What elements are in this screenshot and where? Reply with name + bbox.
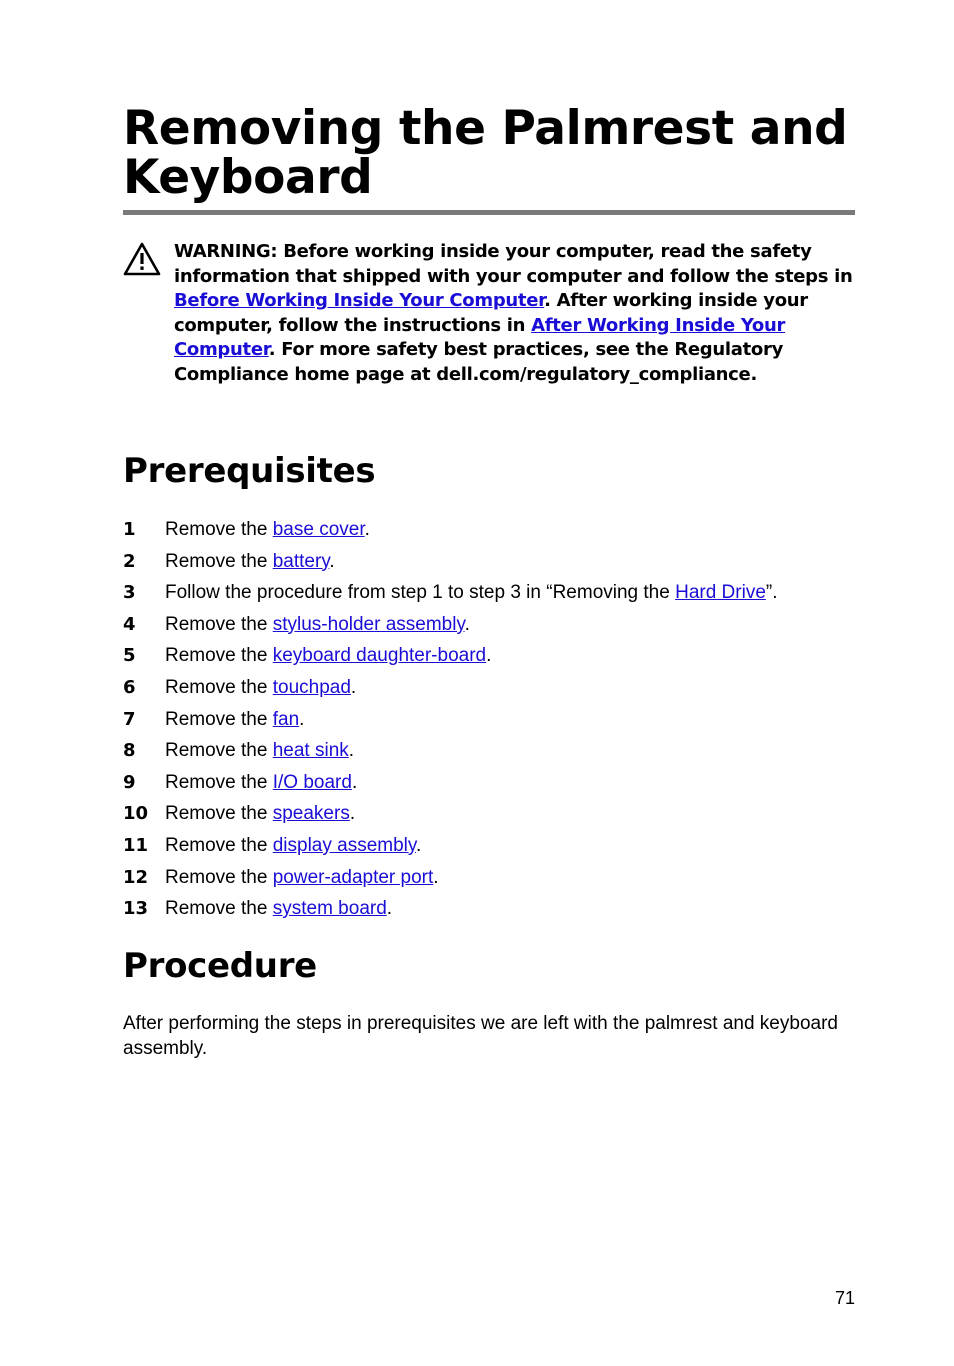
step-number: 5 — [123, 645, 136, 667]
warning-message — [174, 240, 854, 388]
step-number: 3 — [123, 582, 136, 604]
step-text-after: . — [386, 898, 393, 920]
warning-text-part: WARNING: Before working inside your computer, read the safety information that shipped with your computer and follow the steps in — [174, 241, 853, 287]
step-text-after: . — [299, 708, 305, 730]
page-title: Removing the Palmrest and Keyboard — [123, 101, 848, 205]
step-text — [165, 862, 439, 894]
step-link[interactable]: I/O board — [272, 771, 352, 793]
procedure-heading: Procedure — [123, 946, 317, 986]
step-text — [165, 893, 392, 925]
prerequisite-step — [123, 862, 863, 894]
step-text — [165, 704, 304, 736]
step-text — [165, 577, 778, 609]
step-text — [165, 830, 421, 862]
step-text-before: Remove the — [165, 771, 273, 793]
prerequisite-step — [123, 704, 863, 736]
step-number: 4 — [123, 613, 136, 635]
step-link[interactable]: power-adapter port — [272, 866, 434, 888]
step-text-before: Remove the — [165, 519, 273, 540]
step-link[interactable]: display assembly — [272, 834, 416, 856]
step-text-before: Remove the — [165, 550, 273, 572]
prerequisites-heading: Prerequisites — [123, 451, 376, 491]
prerequisite-step — [123, 546, 863, 578]
prerequisite-step — [123, 767, 863, 799]
step-number: 10 — [123, 803, 149, 825]
step-number: 2 — [123, 550, 136, 572]
step-text-before: Remove the — [165, 898, 273, 920]
before-working-link[interactable]: Before Working Inside Your Computer — [174, 290, 545, 312]
step-link[interactable]: heat sink — [272, 740, 349, 762]
step-number: 6 — [123, 676, 136, 698]
step-text — [165, 514, 370, 546]
step-text-after: . — [364, 519, 370, 540]
step-link[interactable]: keyboard daughter-board — [272, 645, 487, 667]
warning-text-part: . For more safety best practices, see the Regulatory Compliance home page at dell.com/regulatory_compliance. — [174, 339, 784, 385]
prerequisite-step — [123, 609, 863, 641]
step-text — [165, 609, 470, 641]
step-link[interactable]: battery — [272, 550, 330, 572]
step-text-after: . — [464, 613, 470, 635]
prerequisite-step — [123, 798, 863, 830]
warning-triangle-icon — [123, 242, 161, 276]
step-link[interactable]: Hard Drive — [675, 582, 766, 604]
step-text-after: . — [350, 676, 357, 698]
step-text-before: Remove the — [165, 676, 273, 698]
step-number: 7 — [123, 708, 136, 730]
prerequisite-step — [123, 577, 863, 609]
step-text-before: Remove the — [165, 740, 273, 762]
procedure-text: After performing the steps in prerequisites we are left with the palmrest and keyboard assembly. — [123, 1013, 838, 1059]
step-text — [165, 735, 354, 767]
step-text-before: Remove the — [165, 645, 273, 667]
step-link[interactable]: speakers — [272, 803, 350, 825]
step-text-before: Remove the — [165, 803, 273, 825]
prerequisite-step — [123, 672, 863, 704]
prerequisite-step — [123, 640, 863, 672]
after-working-link[interactable]: After Working Inside Your Computer — [174, 314, 786, 361]
step-text-after: . — [349, 803, 356, 825]
prerequisite-step — [123, 893, 863, 925]
step-text-before: Follow the procedure from step 1 to step 3 in “Removing the — [165, 582, 676, 604]
prerequisite-step — [123, 830, 863, 862]
step-text-after: . — [416, 834, 422, 856]
prerequisites-list — [123, 514, 863, 925]
step-text-after: ”. — [765, 582, 778, 604]
warning-text-part: . After working inside your computer, follow the instructions in — [174, 290, 808, 336]
step-number: 8 — [123, 740, 136, 762]
step-number: 9 — [123, 771, 136, 793]
prerequisite-step — [123, 735, 863, 767]
step-link[interactable]: fan — [272, 708, 300, 730]
step-text-after: . — [348, 740, 355, 762]
step-number: 11 — [123, 834, 149, 856]
step-text — [165, 798, 355, 830]
step-text-before: Remove the — [165, 613, 273, 635]
step-number: 13 — [123, 898, 149, 920]
prerequisite-step — [123, 514, 863, 546]
step-link[interactable]: system board — [272, 898, 387, 920]
step-link[interactable]: base cover — [272, 519, 365, 540]
step-text-before: Remove the — [165, 708, 273, 730]
step-text-after: . — [433, 866, 439, 888]
step-text-after: . — [329, 550, 335, 572]
step-link[interactable]: touchpad — [272, 676, 351, 698]
step-text — [165, 767, 357, 799]
title-divider — [123, 210, 855, 215]
page-number: 71 — [834, 1288, 855, 1308]
step-text — [165, 546, 335, 578]
step-text-after: . — [486, 645, 492, 667]
step-text — [165, 672, 356, 704]
step-number: 12 — [123, 866, 149, 888]
step-text-before: Remove the — [165, 834, 273, 856]
step-number: 1 — [123, 519, 136, 540]
step-text — [165, 640, 491, 672]
step-text-after: . — [351, 771, 358, 793]
step-link[interactable]: stylus-holder assembly — [272, 613, 465, 635]
step-text-before: Remove the — [165, 866, 273, 888]
